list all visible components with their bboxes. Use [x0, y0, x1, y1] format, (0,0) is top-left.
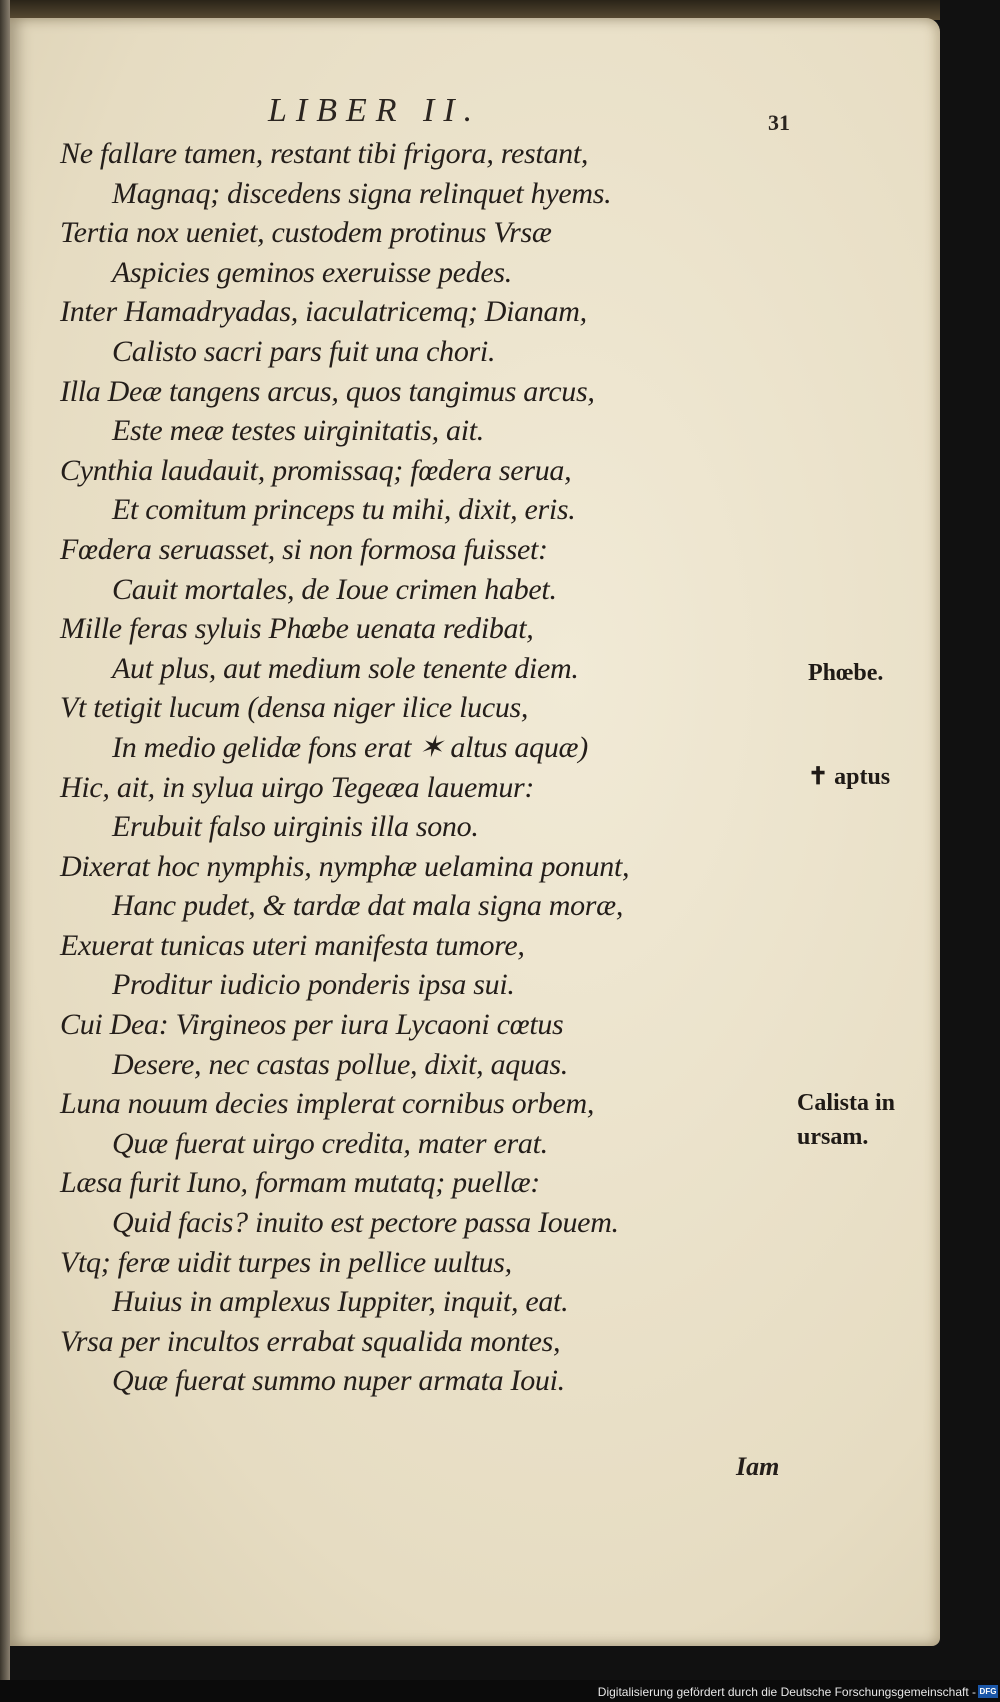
verse-line: Aspicies geminos exeruisse pedes.: [112, 255, 512, 289]
verse-line: Tertia nox ueniet, custodem protinus Vrsæ: [60, 216, 552, 250]
verse-line: Quid facis? inuito est pectore passa Iouem.: [112, 1206, 619, 1240]
page-number: 31: [768, 110, 790, 135]
verse-line: Dixerat hoc nymphis, nymphæ uelamina ponunt,: [60, 849, 630, 883]
marginal-note-phoebe: Phœbe.: [808, 660, 884, 686]
verse-line: Exuerat tunicas uteri manifesta tumore,: [60, 928, 525, 962]
catchword: Iam: [736, 1452, 780, 1481]
verse-line: Mille feras syluis Phœbe uenata redibat,: [60, 612, 534, 646]
verse-line: Hanc pudet, & tardæ dat mala signa moræ,: [112, 889, 624, 923]
verse-block: [60, 134, 750, 1401]
verse-line: Vt tetigit lucum (densa niger ilice lucus,: [60, 691, 529, 725]
running-head: LIBER II.: [268, 92, 482, 129]
verse-line: Luna nouum decies implerat cornibus orbem,: [60, 1087, 595, 1121]
verse-line: Proditur iudicio ponderis ipsa sui.: [112, 968, 515, 1002]
verse-line: Inter Hamadryadas, iaculatricemq; Dianam,: [60, 295, 587, 329]
verse-line: Vrsa per incultos errabat squalida montes,: [60, 1324, 561, 1358]
verse-line: Quæ fuerat uirgo credita, mater erat.: [112, 1126, 548, 1160]
dfg-logo-icon: DFG: [979, 1687, 997, 1696]
verse-line: Aut plus, aut medium sole tenente diem.: [112, 651, 579, 685]
verse-line: Hic, ait, in sylua uirgo Tegeæa lauemur:: [60, 770, 535, 804]
verse-line: Cauit mortales, de Ioue crimen habet.: [112, 572, 557, 606]
verse-line: Et comitum princeps tu mihi, dixit, eris.: [112, 493, 576, 527]
book-gutter: [0, 0, 10, 1702]
marginal-note-aptus: ✝ aptus: [808, 764, 891, 790]
verse-line: Magnaq; discedens signa relinquet hyems.: [112, 176, 612, 210]
verse-line: Cynthia laudauit, promissaq; fœdera serua,: [60, 453, 572, 487]
verse-line: Vtq; feræ uidit turpes in pellice uultus,: [60, 1245, 512, 1279]
verse-line: In medio gelidæ fons erat ✶ altus aquæ): [112, 730, 588, 764]
verse-line: Fœdera seruasset, si non formosa fuisset:: [60, 532, 548, 566]
verse-line: Este meæ testes uirginitatis, ait.: [112, 414, 485, 448]
marginal-note-calista: [797, 1086, 895, 1154]
page-top-shadow: [10, 0, 940, 20]
marginal-note-calista-line2: ursam.: [797, 1124, 869, 1150]
digitization-credit: Digitalisierung gefördert durch die Deutsche Forschungsgemeinschaft -: [597, 1685, 976, 1699]
marginal-note-calista-line1: Calista in: [797, 1090, 896, 1116]
verse-line: Calisto sacri pars fuit una chori.: [112, 334, 496, 368]
verse-line: Desere, nec castas pollue, dixit, aquas.: [112, 1047, 568, 1081]
footer-bar: [0, 1680, 1000, 1702]
verse-line: Quæ fuerat summo nuper armata Ioui.: [112, 1364, 565, 1398]
verse-line: Illa Deæ tangens arcus, quos tangimus arcus,: [60, 374, 595, 408]
verse-line: Erubuit falso uirginis illa sono.: [112, 810, 479, 844]
verse-line: Huius in amplexus Iuppiter, inquit, eat.: [112, 1285, 569, 1319]
verse-line: Læsa furit Iuno, formam mutatq; puellæ:: [60, 1166, 540, 1200]
verse-line: Ne fallare tamen, restant tibi frigora, restant,: [60, 137, 589, 170]
verse-line: Cui Dea: Virgineos per iura Lycaoni cœtus: [60, 1008, 564, 1042]
